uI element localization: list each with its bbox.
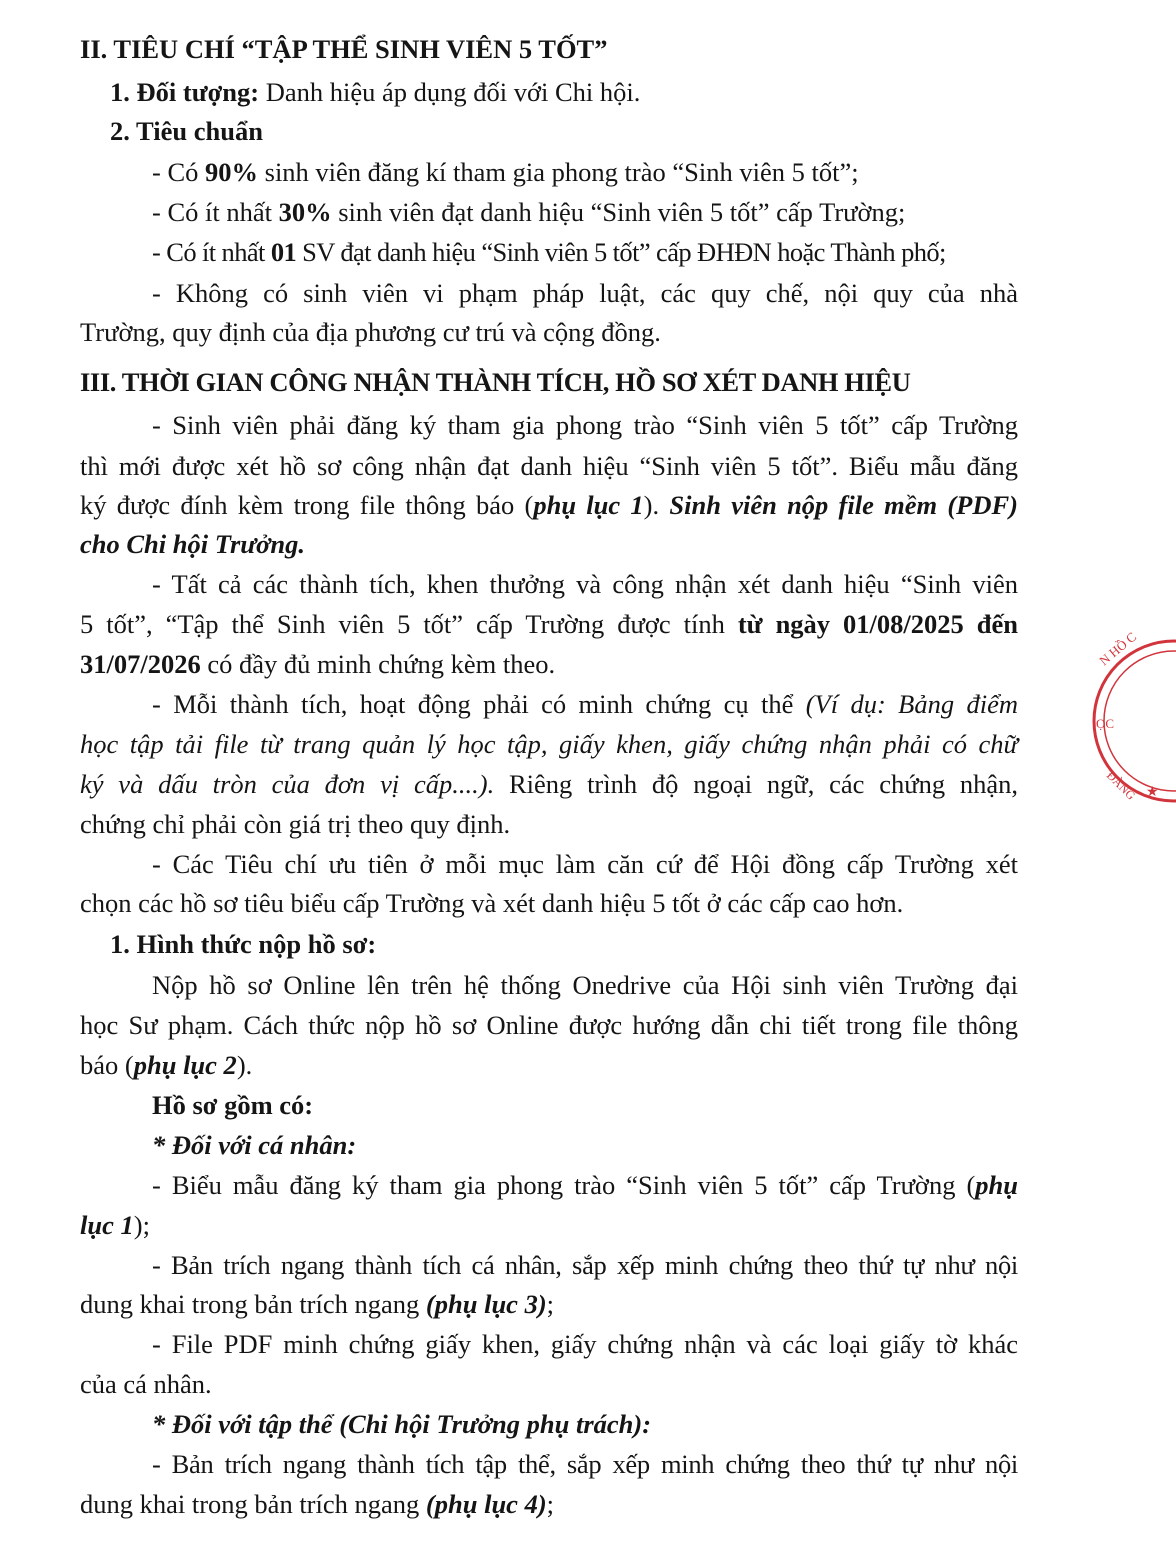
criterion-2: - Có ít nhất 30% sinh viên đạt danh hiệu “Sinh viên 5 tốt” cấp Trường; xyxy=(152,197,906,227)
section2-heading: II. TIÊU CHÍ “TẬP THỂ SINH VIÊN 5 TỐT” xyxy=(80,34,608,64)
subject-line xyxy=(110,75,1018,109)
s1-line3: báo (phụ lục 2). xyxy=(80,1050,253,1080)
p4-line2: chọn các hồ sơ tiêu biểu cấp Trường và xét danh hiệu 5 tốt ở các cấp cao hơn. xyxy=(80,888,904,918)
p4-line1: - Các Tiêu chí ưu tiên ở mỗi mục làm căn cứ để Hội đồng cấp Trường xét xyxy=(152,849,1018,879)
i3-line1: - File PDF minh chứng giấy khen, giấy chứng nhận và các loại giấy tờ khác xyxy=(152,1329,1018,1359)
stamp-text-bottom: ĐÀNG xyxy=(1103,768,1139,803)
s1-line1: Nộp hồ sơ Online lên trên hệ thống Onedrive của Hội sinh viên Trường đại xyxy=(152,970,1018,1000)
subject-label: 1. Đối tượng: xyxy=(110,77,260,107)
standards-heading: 2. Tiêu chuẩn xyxy=(110,116,263,146)
criterion-4-line2: Trường, quy định của địa phương cư trú và cộng đồng. xyxy=(80,317,661,347)
p2-line3: 31/07/2026 có đầy đủ minh chứng kèm theo. xyxy=(80,649,556,679)
individual-heading: * Đối với cá nhân: xyxy=(152,1130,357,1160)
i2-line2: dung khai trong bản trích ngang (phụ lục 3); xyxy=(80,1289,555,1319)
g1-line1: - Bản trích ngang thành tích tập thể, sắp xếp minh chứng theo thứ tự như nội xyxy=(152,1449,1018,1479)
i3-line2: của cá nhân. xyxy=(80,1369,212,1399)
s1-line2: học Sư phạm. Cách thức nộp hồ sơ Online được hướng dẫn chi tiết trong file thông xyxy=(80,1010,1018,1040)
p1-line3: ký được đính kèm trong file thông báo (phụ lục 1). Sinh viên nộp file mềm (PDF) xyxy=(80,490,1019,520)
p3-line1: - Mỗi thành tích, hoạt động phải có minh chứng cụ thể (Ví dụ: Bảng điểm xyxy=(152,689,1019,719)
stamp-text-top: N HỒ C xyxy=(1096,628,1140,669)
submission-heading: 1. Hình thức nộp hồ sơ: xyxy=(110,929,377,959)
i2-line1: - Bản trích ngang thành tích cá nhân, sắp xếp minh chứng theo thứ tự như nội xyxy=(152,1250,1018,1280)
criterion-3: - Có ít nhất 01 SV đạt danh hiệu “Sinh viên 5 tốt” cấp ĐHĐN hoặc Thành phố; xyxy=(152,237,946,267)
p3-line4: chứng chỉ phải còn giá trị theo quy định. xyxy=(80,809,511,839)
criterion-4-line1: - Không có sinh viên vi phạm pháp luật, các quy chế, nội quy của nhà xyxy=(152,278,1018,308)
p3-line2: học tập tải file từ trang quản lý học tập, giấy khen, giấy chứng nhận phải có chữ xyxy=(80,729,1018,759)
dossier-heading: Hồ sơ gồm có: xyxy=(152,1090,314,1120)
criterion-1: - Có 90% sinh viên đăng kí tham gia phong trào “Sinh viên 5 tốt”; xyxy=(152,157,859,187)
stamp-star-icon: ★ xyxy=(1146,785,1159,800)
g1-line2: dung khai trong bản trích ngang (phụ lục 4); xyxy=(80,1489,555,1519)
section3-heading: III. THỜI GIAN CÔNG NHẬN THÀNH TÍCH, HỒ SƠ XÉT DANH HIỆU xyxy=(80,367,911,397)
i1-line1: - Biểu mẫu đăng ký tham gia phong trào “Sinh viên 5 tốt” cấp Trường (phụ xyxy=(152,1170,1018,1200)
collective-heading: * Đối với tập thể (Chi hội Trưởng phụ trách): xyxy=(152,1409,652,1439)
stamp-text-mid: ỌC xyxy=(1096,716,1115,731)
official-stamp xyxy=(1086,628,1176,806)
p2-line2: 5 tốt”, “Tập thể Sinh viên 5 tốt” cấp Trường được tính từ ngày 01/08/2025 đến xyxy=(80,609,1018,639)
subject-text: Danh hiệu áp dụng đối với Chi hội. xyxy=(259,77,641,107)
p2-line1: - Tất cả các thành tích, khen thưởng và công nhận xét danh hiệu “Sinh viên xyxy=(152,569,1018,599)
p3-line3: ký và dấu tròn của đơn vị cấp....). Riêng trình độ ngoại ngữ, các chứng nhận, xyxy=(80,769,1018,799)
i1-line2: lục 1); xyxy=(80,1210,150,1240)
p1-line4: cho Chi hội Trưởng. xyxy=(80,529,305,559)
p1-line1: - Sinh viên phải đăng ký tham gia phong trào “Sinh viên 5 tốt” cấp Trường xyxy=(152,410,1018,440)
p1-line2: thì mới được xét hồ sơ công nhận đạt danh hiệu “Sinh viên 5 tốt”. Biểu mẫu đăng xyxy=(80,451,1018,481)
